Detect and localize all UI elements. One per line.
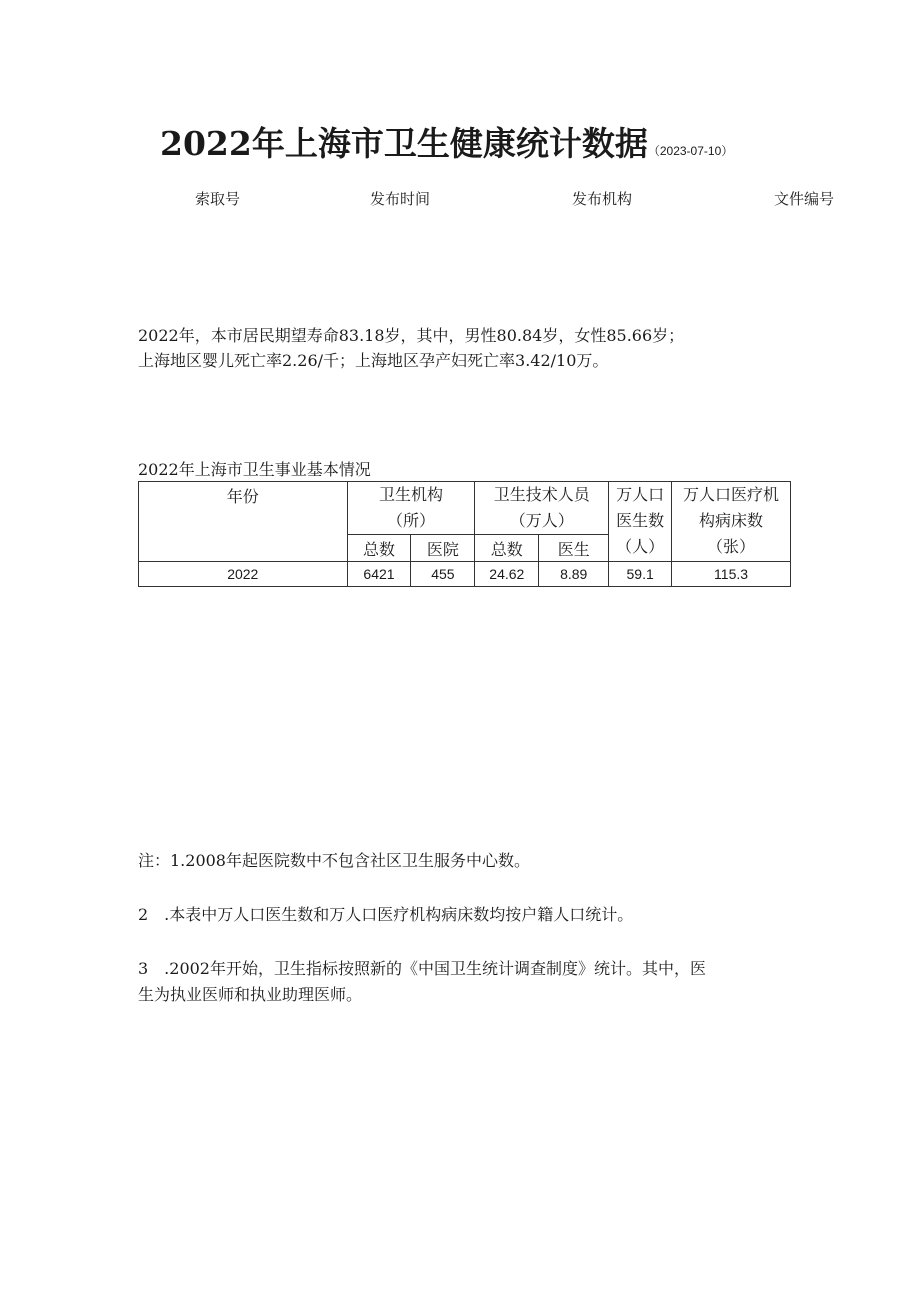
cell-tech-doctors: 8.89 (539, 562, 609, 587)
header-tech-doctors: 医生 (539, 535, 609, 562)
header-inst-hospitals: 医院 (411, 535, 475, 562)
summary-line-2: 上海地区婴儿死亡率2.26/千；上海地区孕产妇死亡率3.42/10万。 (138, 351, 609, 370)
header-beds-per-10k: 万人口医疗机 构病床数 （张） (672, 482, 791, 562)
cell-inst-total: 6421 (347, 562, 411, 587)
header-doctors-per-10k: 万人口 医生数 （人） (609, 482, 672, 562)
header-year: 年份 (139, 482, 348, 562)
note-2: 2 .本表中万人口医生数和万人口医疗机构病床数均按户籍人口统计。 (138, 905, 634, 924)
title-main: 2022年上海市卫生健康统计数据 (160, 124, 648, 163)
page-title (160, 118, 733, 165)
summary-paragraph (138, 323, 684, 373)
header-inst-total: 总数 (347, 535, 411, 562)
cell-tech-total: 24.62 (475, 562, 539, 587)
header-tech-total: 总数 (475, 535, 539, 562)
meta-index-no: 索取号 (195, 190, 241, 208)
note-3-line-2: 生为执业医师和执业助理医师。 (138, 985, 363, 1004)
meta-doc-no: 文件编号 (774, 190, 835, 208)
table-caption: 2022年上海市卫生事业基本情况 (138, 460, 371, 479)
title-date: （2023-07-10） (647, 144, 734, 158)
header-institutions: 卫生机构 （所） (347, 482, 475, 535)
table-header-row-1 (139, 482, 791, 535)
summary-line-1: 2022年，本市居民期望寿命83.18岁，其中，男性80.84岁，女性85.66岁； (138, 326, 685, 345)
header-tech-staff: 卫生技术人员 （万人） (475, 482, 609, 535)
cell-doctors-per-10k: 59.1 (609, 562, 672, 587)
note-1: 注：1.2008年起医院数中不包含社区卫生服务中心数。 (138, 851, 530, 870)
cell-year: 2022 (139, 562, 348, 587)
note-3-line-1: 3 .2002年开始，卫生指标按照新的《中国卫生统计调查制度》统计。其中，医 (138, 959, 706, 978)
cell-inst-hospitals: 455 (411, 562, 475, 587)
stats-table (138, 481, 791, 587)
note-3 (138, 956, 706, 1008)
cell-beds-per-10k: 115.3 (672, 562, 791, 587)
meta-publisher: 发布机构 (572, 190, 633, 208)
meta-publish-time: 发布时间 (370, 190, 431, 208)
table-row (139, 562, 791, 587)
